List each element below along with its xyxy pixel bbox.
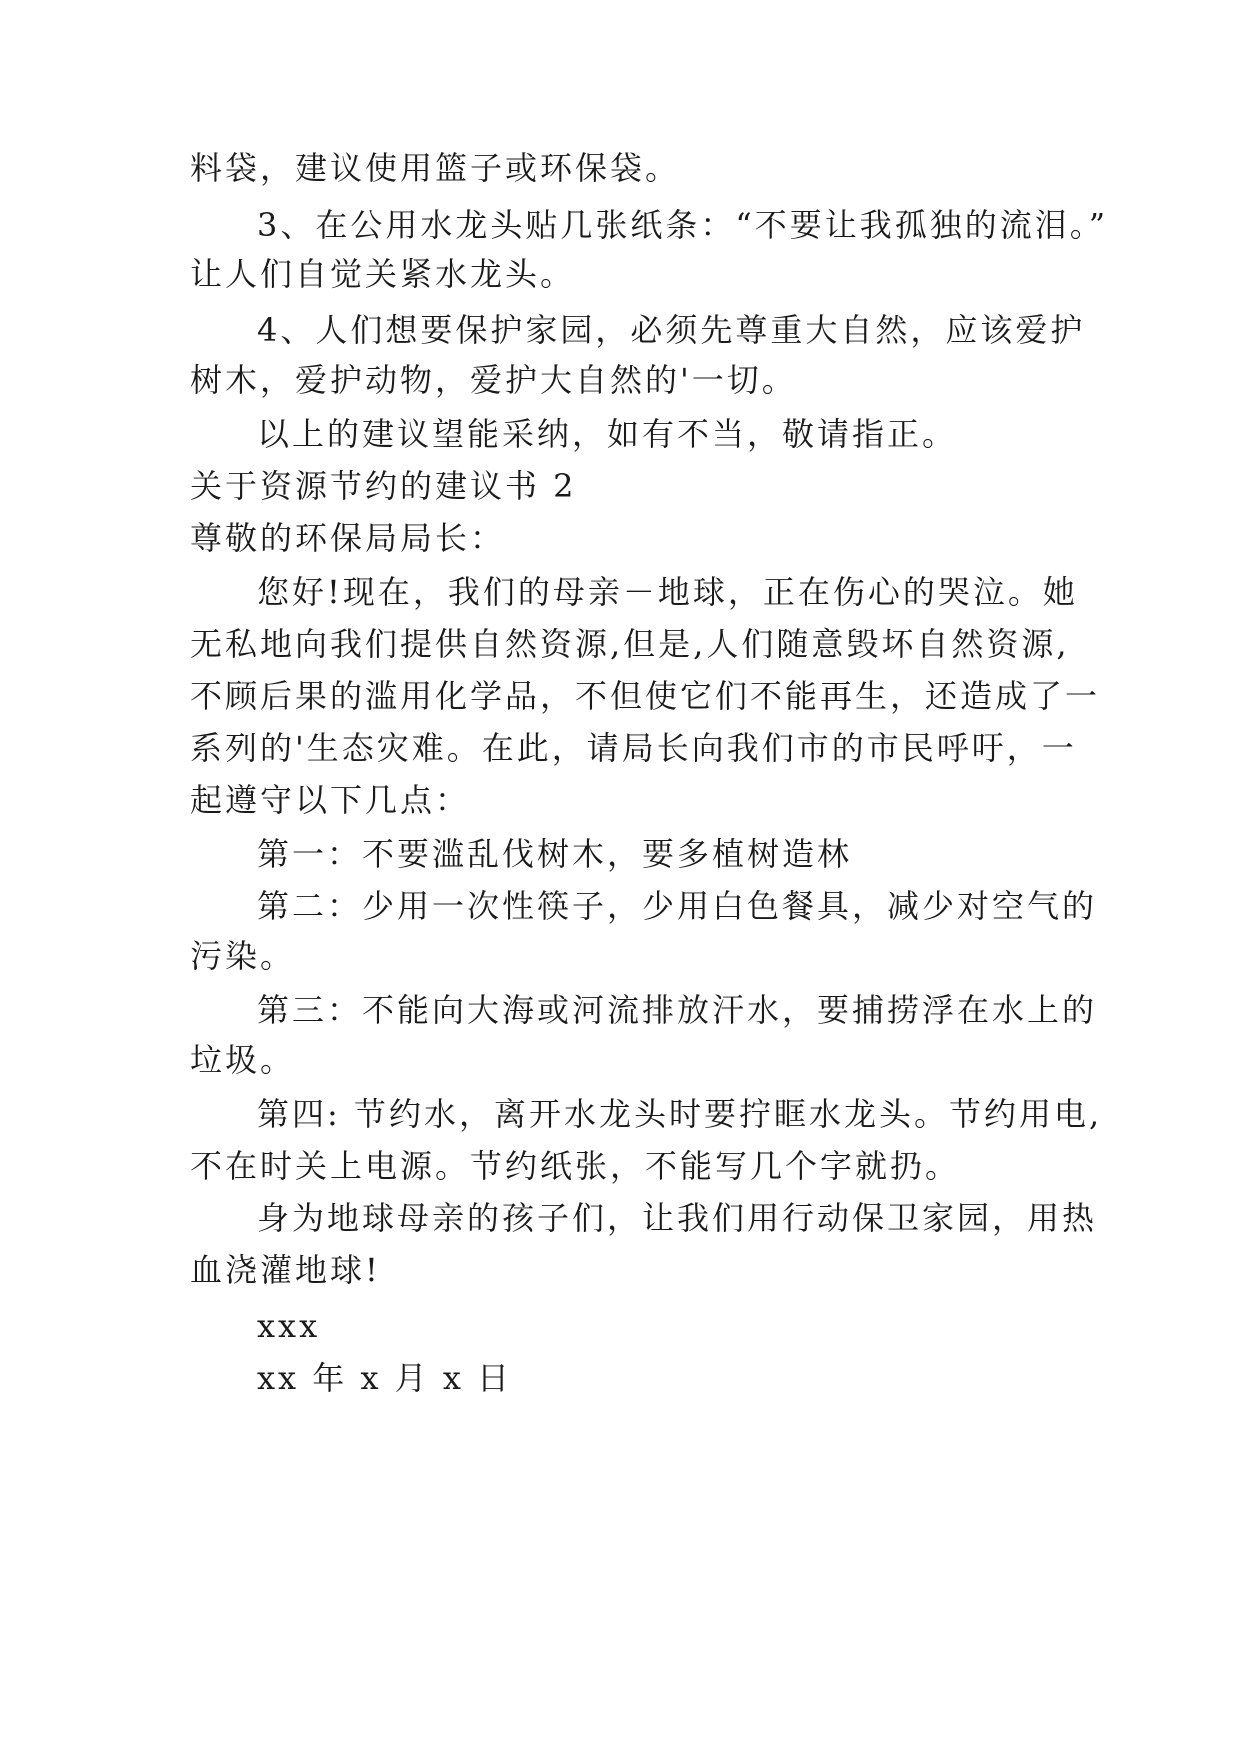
paragraph-line: 树木，爱护动物，爱护大自然的'一切。 (190, 361, 797, 399)
paragraph-line: 污染。 (190, 937, 296, 975)
paragraph-line: 血浇灌地球! (190, 1251, 381, 1289)
paragraph-line: 让人们自觉关紧水龙头。 (190, 255, 576, 293)
paragraph-line: 起遵守以下几点： (190, 781, 471, 819)
list-item: 第三：不能向大海或河流排放汗水，要捕捞浮在水上的 (257, 991, 1098, 1029)
list-item: 第四: 节约水，离开水龙头时要拧眶水龙头。节约用电, (257, 1095, 1103, 1133)
paragraph-line: 身为地球母亲的孩子们，让我们用行动保卫家园，用热 (257, 1199, 1098, 1237)
list-item: 第一：不要滥乱伐树木，要多植树造林 (257, 835, 853, 873)
paragraph-line: 料袋，建议使用篮子或环保袋。 (190, 149, 681, 187)
signature-name: xxx (257, 1307, 321, 1345)
paragraph-line: 系列的'生态灾难。在此，请局长向我们市的市民呼吁，一 (190, 729, 1077, 767)
list-item: 第二：少用一次性筷子，少用白色餐具，减少对空气的 (257, 887, 1098, 925)
paragraph-line: 无私地向我们提供自然资源,但是,人们随意毁坏自然资源, (190, 625, 1070, 663)
paragraph-line: 以上的建议望能采纳，如有不当，敬请指正。 (257, 415, 958, 453)
signature-date: xx 年 x 月 x 日 (257, 1359, 513, 1397)
paragraph-line: 垃圾。 (190, 1041, 296, 1079)
paragraph-line: 4、人们想要保护家园，必须先尊重大自然，应该爱护 (257, 311, 1086, 349)
paragraph-line: 不在时关上电源。节约纸张，不能写几个字就扔。 (190, 1147, 961, 1185)
paragraph-line: 3、在公用水龙头贴几张纸条：“不要让我孤独的流泪。” (257, 206, 1109, 244)
paragraph-line: 不顾后果的滥用化学品，不但使它们不能再生，还造成了一 (190, 677, 1101, 715)
paragraph-line: 您好!现在，我们的母亲－地球，正在伤心的哭泣。她 (257, 573, 1078, 611)
salutation: 尊敬的环保局局长： (190, 519, 506, 557)
section-heading: 关于资源节约的建议书 2 (190, 467, 577, 505)
